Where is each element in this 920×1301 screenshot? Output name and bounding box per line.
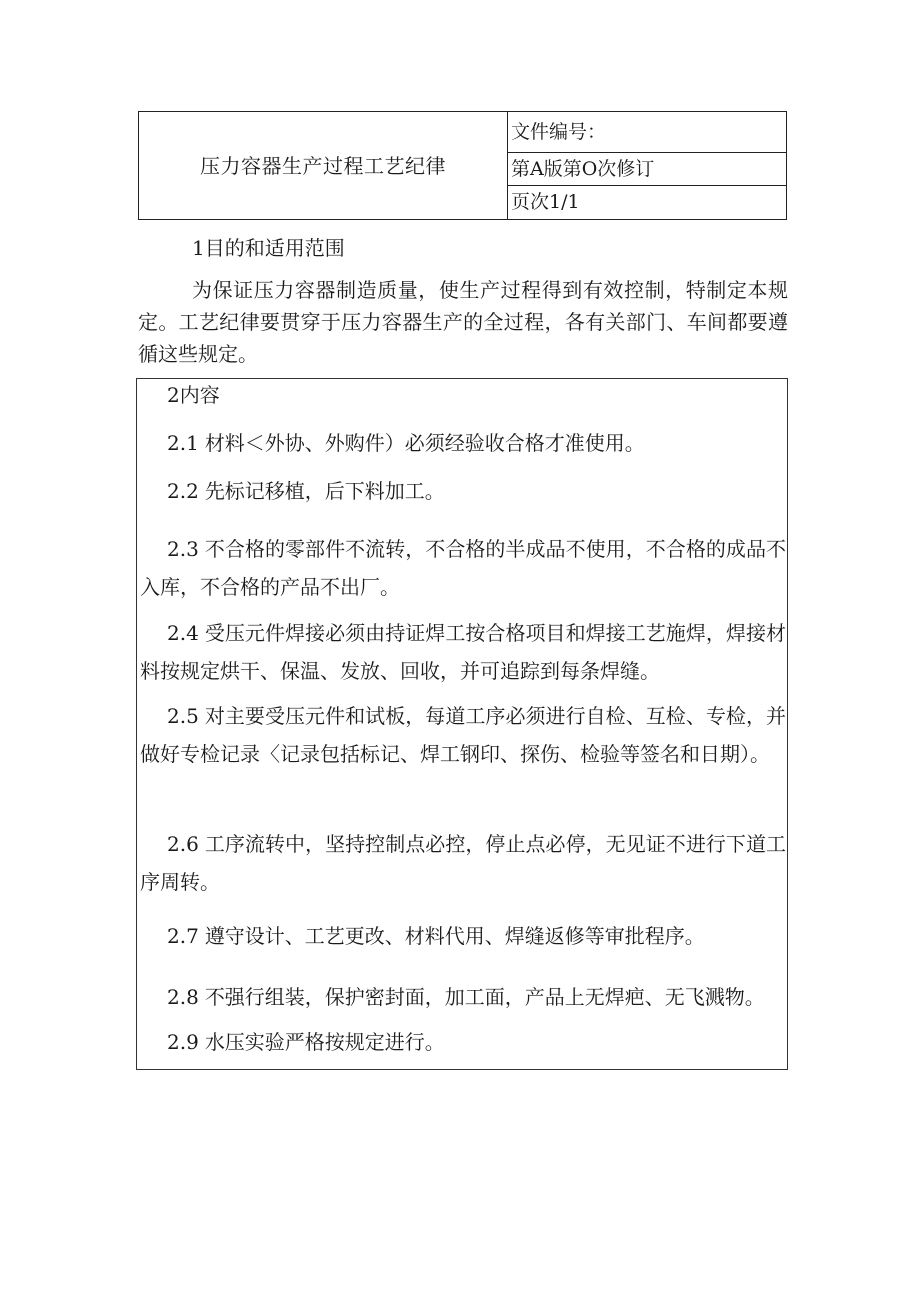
page-info: 页次1/1 — [508, 186, 787, 220]
clause-2-7 — [140, 917, 786, 955]
clause-text: 先标记移植，后下料加工。 — [204, 479, 445, 503]
revision-info: 第A版第O次修订 — [508, 153, 787, 186]
clause-text: 受压元件焊接必须由持证焊工按合格项目和焊接工艺施焊，焊接材料按规定烘干、保温、发放、回收，并可追踪到每条焊缝。 — [140, 621, 786, 683]
clause-text: 不合格的零部件不流转，不合格的半成品不使用，不合格的成品不入库，不合格的产品不出厂。 — [140, 537, 786, 599]
clause-text: 水压实验严格按规定进行。 — [204, 1030, 445, 1054]
clause-2-1 — [140, 424, 786, 462]
clause-text: 遵守设计、工艺更改、材料代用、焊缝返修等审批程序。 — [204, 924, 705, 948]
clause-number: 2.5 — [167, 704, 199, 728]
clause-text: 工序流转中，坚持控制点必控，停止点必停，无见证不进行下道工序周转。 — [140, 832, 786, 894]
clause-number: 2.1 — [167, 431, 199, 455]
clause-2-6 — [140, 825, 786, 901]
clause-2-9 — [140, 1023, 786, 1061]
clause-text: 对主要受压元件和试板，每道工序必须进行自检、互检、专检，并做好专检记录〈记录包括标记、焊工钢印、探伤、检验等签名和日期）。 — [140, 704, 786, 766]
clause-number: 2.2 — [167, 479, 199, 503]
clause-number: 2.7 — [167, 924, 199, 948]
doc-number-label: 文件编号： — [508, 112, 787, 153]
document-title: 压力容器生产过程工艺纪律 — [139, 112, 508, 220]
clause-number: 2.4 — [167, 621, 199, 645]
clause-2-2 — [140, 472, 786, 510]
clause-2-3 — [140, 530, 786, 606]
clause-text: 材料＜外协、外购件）必须经验收合格才准使用。 — [204, 431, 645, 455]
clause-number: 2.9 — [167, 1030, 199, 1054]
section-1-body: 为保证压力容器制造质量，使生产过程得到有效控制，特制定本规定。工艺纪律要贯穿于压力容器生产的全过程，各有关部门、车间都要遵循这些规定。 — [138, 278, 788, 366]
clause-number: 2.3 — [167, 537, 199, 561]
section-1-heading: 1目的和适用范围 — [192, 236, 345, 260]
clause-text: 不强行组装，保护密封面，加工面，产品上无焊疤、无飞溅物。 — [204, 985, 765, 1009]
clause-2-5 — [140, 697, 786, 773]
clause-2-4 — [140, 614, 786, 690]
clause-number: 2.8 — [167, 985, 199, 1009]
clause-number: 2.6 — [167, 832, 199, 856]
section-2-heading: 2内容 — [167, 383, 220, 407]
clause-2-8 — [140, 978, 786, 1016]
document-header-table — [138, 111, 787, 220]
content-box — [136, 378, 788, 1070]
